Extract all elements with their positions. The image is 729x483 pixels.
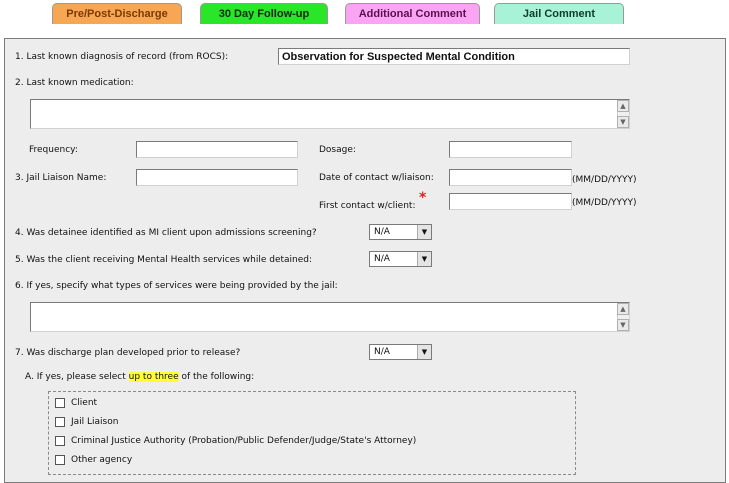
q3-label: 3. Jail Liaison Name:: [15, 173, 107, 183]
option-label: Criminal Justice Authority (Probation/Public Defender/Judge/State's Attorney): [71, 436, 417, 446]
q4-label: 4. Was detainee identified as MI client upon admissions screening?: [15, 228, 317, 238]
discharge-plan-options: [48, 391, 576, 475]
q7a-prefix: A. If yes, please select: [25, 372, 129, 382]
q5-select-value: N/A: [374, 254, 390, 264]
q7-label: 7. Was discharge plan developed prior to release?: [15, 348, 241, 358]
first-contact-input[interactable]: [449, 193, 572, 210]
jail-liaison-input[interactable]: [136, 169, 298, 186]
form-panel: [4, 38, 726, 483]
dosage-input[interactable]: [449, 141, 572, 158]
other-agency-checkbox[interactable]: [55, 455, 65, 465]
tab-pre-post-discharge[interactable]: Pre/Post-Discharge: [52, 3, 182, 24]
q2-label: 2. Last known medication:: [15, 78, 134, 88]
scroll-down-icon[interactable]: ▼: [617, 319, 629, 331]
chevron-down-icon[interactable]: ▼: [417, 345, 431, 359]
chevron-down-icon[interactable]: ▼: [417, 225, 431, 239]
q5-label: 5. Was the client receiving Mental Health services while detained:: [15, 255, 313, 265]
scroll-up-icon[interactable]: ▲: [617, 100, 629, 112]
services-textarea[interactable]: [30, 302, 630, 332]
medication-textarea[interactable]: [30, 99, 630, 129]
tab-additional-comment[interactable]: Additional Comment: [345, 3, 480, 24]
q1-label: 1. Last known diagnosis of record (from ROCS):: [15, 52, 229, 62]
option-label: Client: [71, 398, 98, 408]
medication-scrollbar[interactable]: [617, 100, 629, 128]
services-scrollbar[interactable]: [617, 303, 629, 331]
first-contact-label: First contact w/client:: [319, 201, 416, 211]
q6-label: 6. If yes, specify what types of services were being provided by the jail:: [15, 281, 338, 291]
criminal-justice-checkbox[interactable]: [55, 436, 65, 446]
first-contact-format: (MM/DD/YYYY): [572, 198, 637, 208]
required-asterisk: *: [419, 190, 427, 206]
q7a-highlight: up to three: [128, 372, 179, 382]
frequency-label: Frequency:: [29, 145, 78, 155]
q5-select[interactable]: [369, 251, 432, 267]
q4-select[interactable]: [369, 224, 432, 240]
dosage-label: Dosage:: [319, 145, 356, 155]
option-criminal-justice[interactable]: [55, 436, 416, 450]
q7a-label: [25, 372, 254, 382]
q4-select-value: N/A: [374, 227, 390, 237]
q7-select[interactable]: [369, 344, 432, 360]
frequency-input[interactable]: [136, 141, 298, 158]
date-contact-input[interactable]: [449, 169, 572, 186]
diagnosis-field[interactable]: Observation for Suspected Mental Condition: [278, 48, 630, 65]
client-checkbox[interactable]: [55, 398, 65, 408]
scroll-down-icon[interactable]: ▼: [617, 116, 629, 128]
chevron-down-icon[interactable]: ▼: [417, 252, 431, 266]
date-contact-format: (MM/DD/YYYY): [572, 175, 637, 185]
q7a-suffix: of the following:: [178, 372, 255, 382]
date-contact-label: Date of contact w/liaison:: [319, 173, 434, 183]
jail-liaison-checkbox[interactable]: [55, 417, 65, 427]
scroll-up-icon[interactable]: ▲: [617, 303, 629, 315]
option-client[interactable]: [55, 398, 97, 412]
q7-select-value: N/A: [374, 347, 390, 357]
option-label: Jail Liaison: [71, 417, 119, 427]
option-label: Other agency: [71, 455, 133, 465]
tab-jail-comment[interactable]: Jail Comment: [494, 3, 624, 24]
option-other-agency[interactable]: [55, 455, 132, 469]
tab-30-day-follow-up[interactable]: 30 Day Follow-up: [200, 3, 328, 24]
option-jail-liaison[interactable]: [55, 417, 118, 431]
